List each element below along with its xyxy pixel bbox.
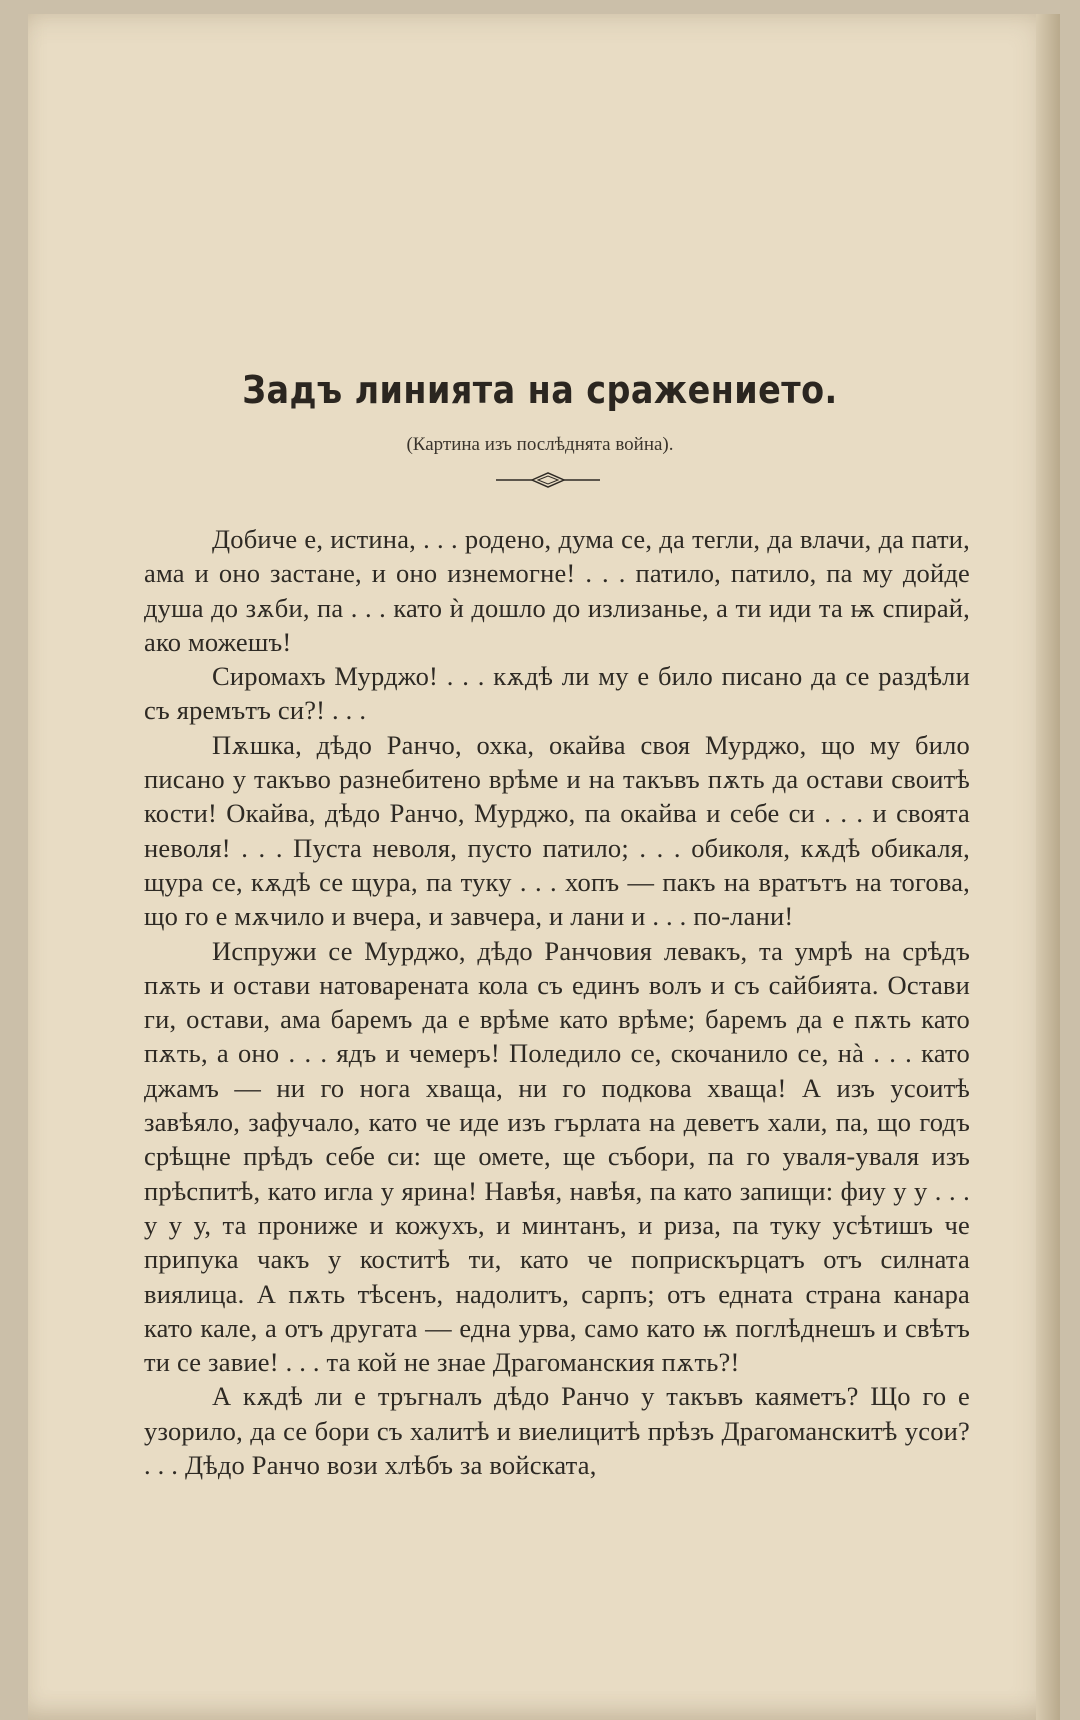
article-title: Задъ линията на сражението. [242, 368, 838, 412]
page-edge [1036, 14, 1060, 1720]
article-body [144, 522, 970, 1482]
paragraph: Испружи се Мурджо, дѣдо Ранчовия левакъ, та умрѣ на срѣдъ пѫть и остави натоварената кола съ единъ волъ и съ сайбията. Остави ги, остави, ама баремъ да е врѣме като врѣме; баремъ да е пѫть като пѫть, а оно . . . ядъ и чемеръ! Поледило се, скочанило се, нà . . . като джамъ — ни го нога хваща, ни го подкова хваща! А изъ усоитѣ завѣяло, зафучало, като че иде изъ гърлата на деветъ хали, па, що годъ срѣщне прѣдъ себе си: ще омете, ще събори, па го уваля-уваля изъ прѣспитѣ, като игла у ярина! Навѣя, навѣя, па като запищи: фиу у у . . . у у у, та прониже и кожухъ, и минтанъ, и риза, па туку усѣтишъ че припука чакъ у коститѣ ти, като че поприскърцатъ отъ силната виялица. А пѫть тѣсенъ, надолитъ, сарпъ; отъ едната страна канара като кале, а отъ другата — една урва, само като ѭ поглѣднешъ и свѣтъ ти се завие! . . . та кой не знае Драгоманския пѫть?! [144, 935, 970, 1378]
ornament-divider-icon [496, 468, 600, 492]
paragraph: А кѫдѣ ли е тръгналъ дѣдо Ранчо у такъвъ каяметъ? Що го е узорило, да се бори съ халитѣ и виелицитѣ прѣзъ Драгоманскитѣ усои? . . . Дѣдо Ранчо вози хлѣбъ за войската, [144, 1381, 970, 1481]
article-subtitle: (Картина изъ послѣднята война). [406, 434, 674, 455]
paragraph: Пѫшка, дѣдо Ранчо, охка, окайва своя Мурджо, що му било писано у такъво разнебитено врѣме и на такъвъ пѫть да остави своитѣ кости! Окайва, дѣдо Ранчо, Мурджо, па окайва и себе си . . . и своята неволя! . . . Пуста неволя, пусто патило; . . . обиколя, кѫдѣ обикаля, щура се, кѫдѣ се щура, па туку . . . хопъ — пакъ на вратътъ на тогова, що го е мѫчило и вчера, и завчера, и лани и . . . по-лани! [144, 729, 970, 932]
paragraph: Сиромахъ Мурджо! . . . кѫдѣ ли му е било писано да се раздѣли съ яремътъ си?! . . . [144, 661, 970, 726]
paragraph: Добиче е, истина, . . . родено, дума се, да тегли, да влачи, да пати, ама и оно застане, и оно изнемогне! . . . патило, патило, па му дойде душа до зѫби, па . . . като ѝ дошло до излизанье, а ти иди та ѭ спирай, ако можешъ! [144, 524, 970, 657]
